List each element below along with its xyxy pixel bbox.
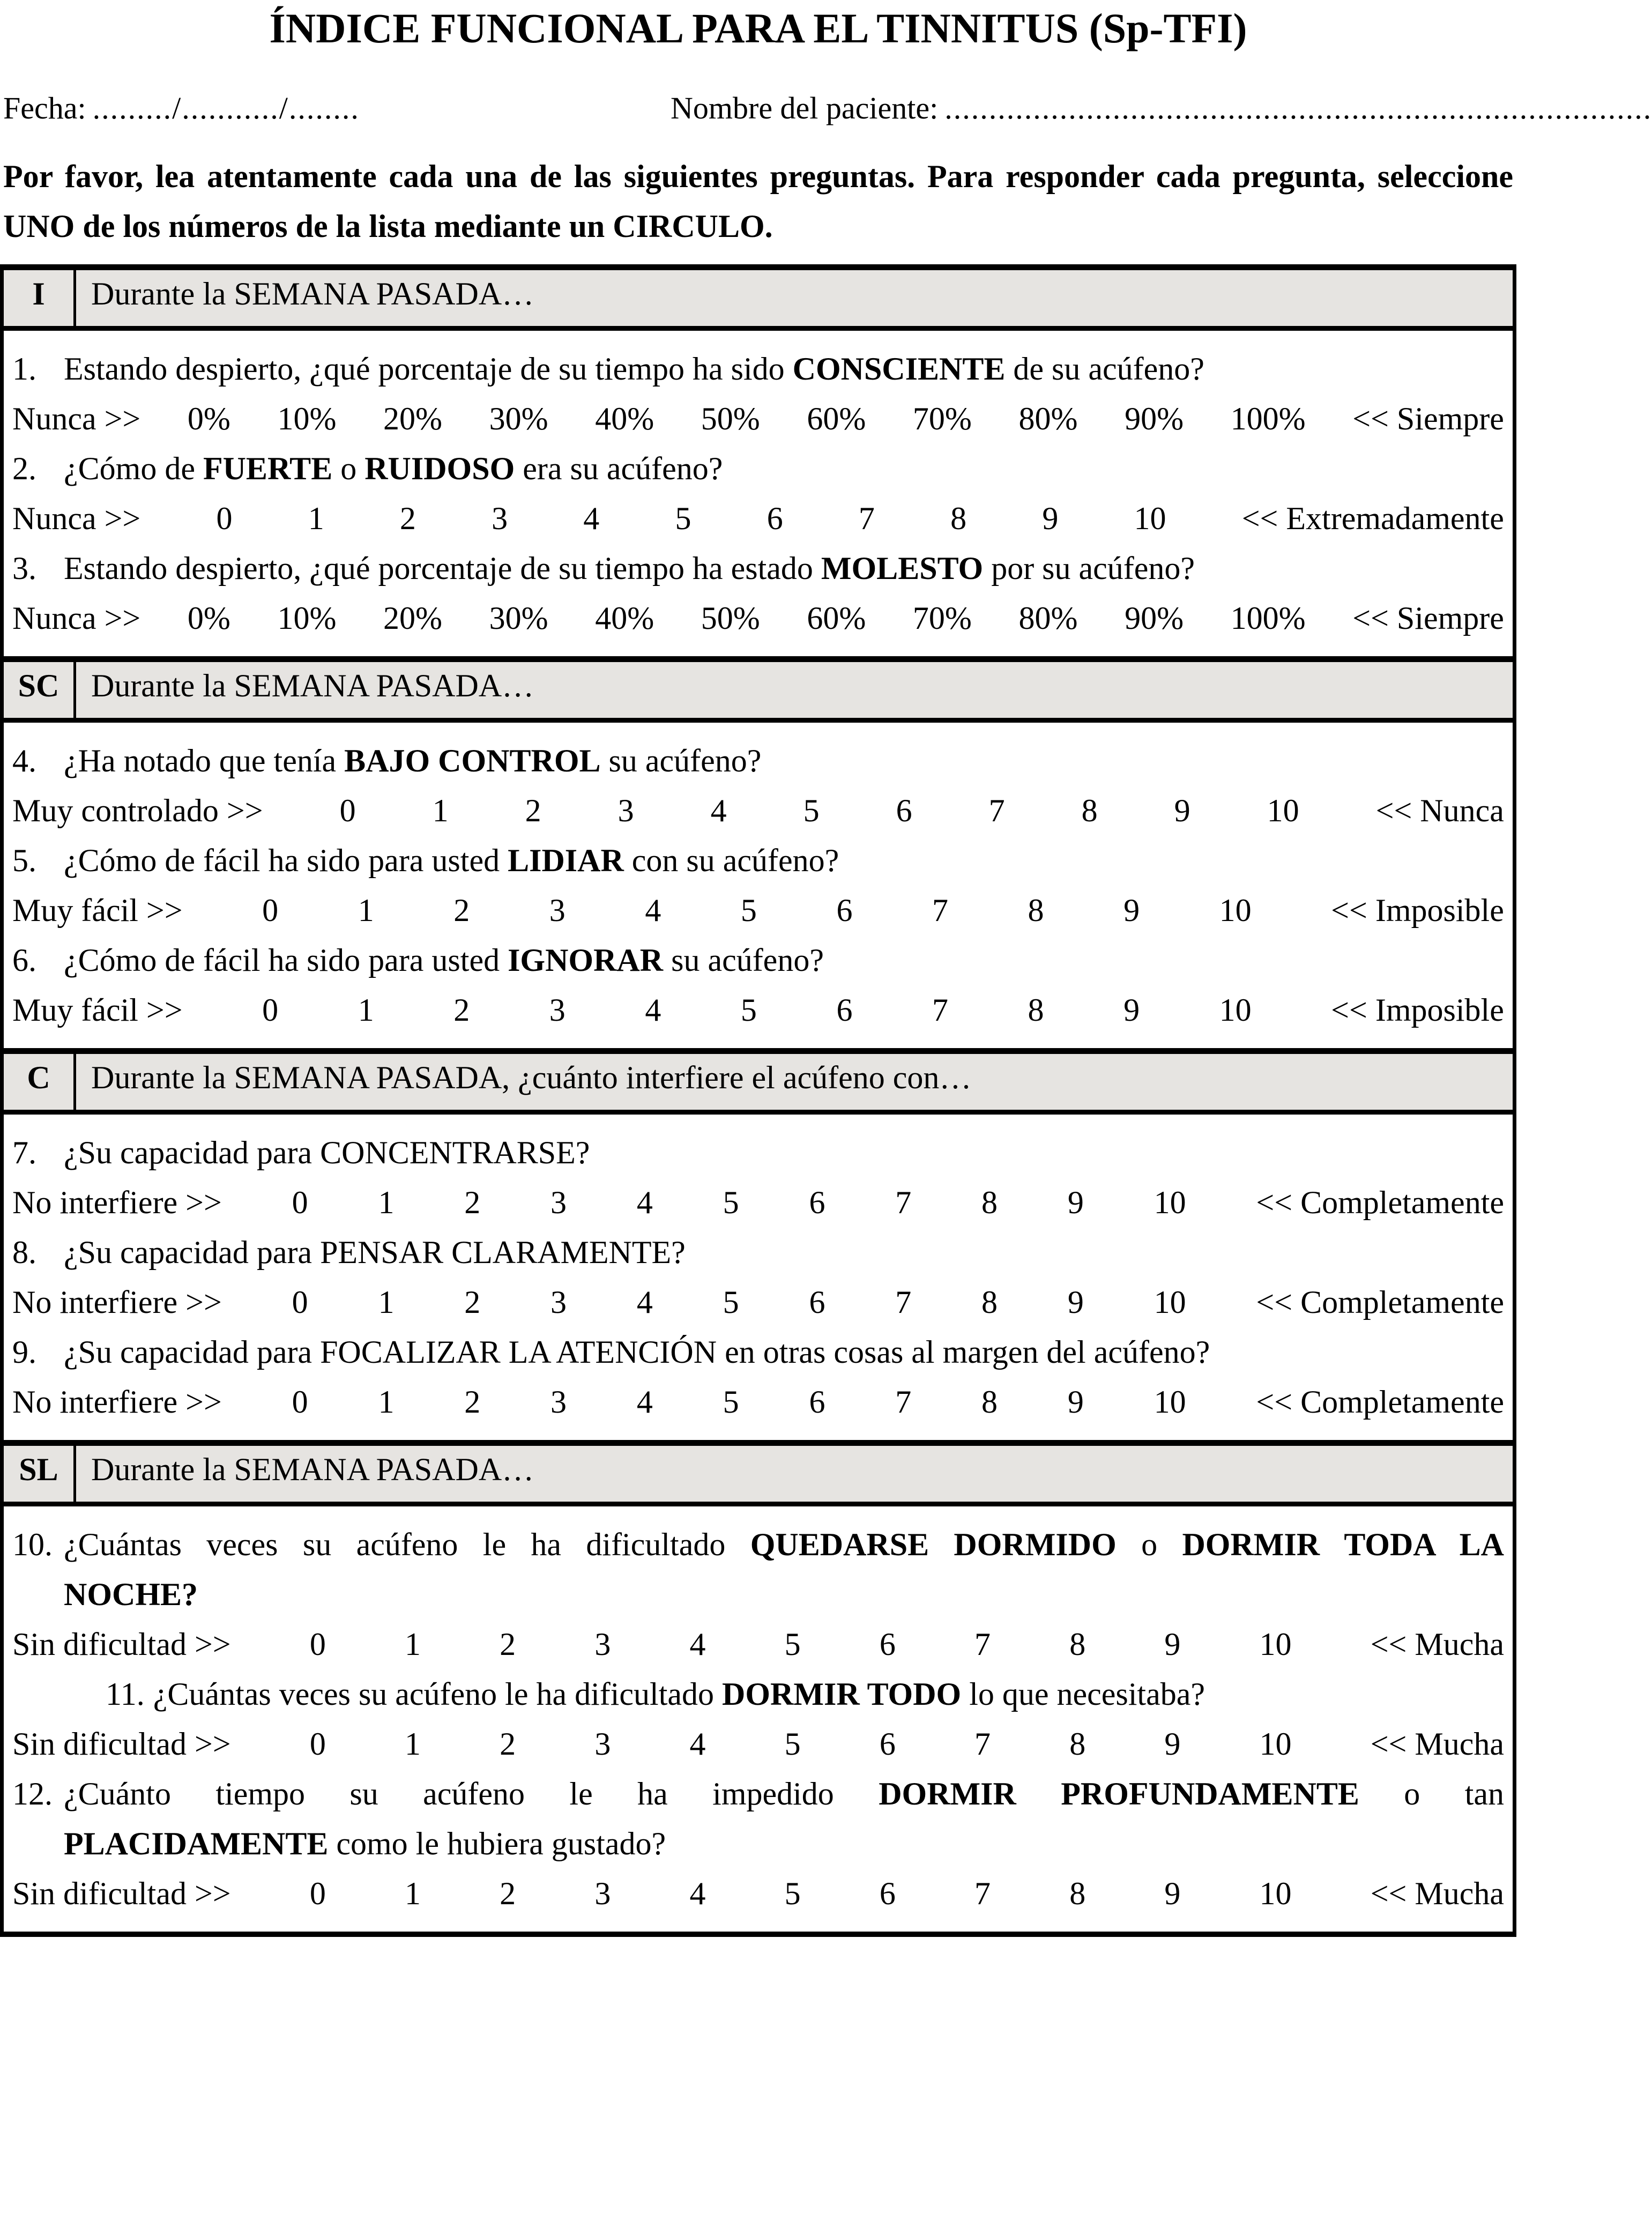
scale-left-label: No interfiere >> [12, 1184, 222, 1220]
scale-option[interactable]: 0 [309, 1626, 326, 1662]
scale-option[interactable]: 9 [1067, 1384, 1084, 1420]
scale-option[interactable]: 5 [723, 1184, 739, 1220]
scale-option[interactable]: 7 [932, 992, 948, 1028]
scale-option[interactable]: 3 [594, 1626, 611, 1662]
scale-option[interactable]: 9 [1164, 1726, 1181, 1762]
scale-option[interactable]: 0 [262, 892, 279, 928]
scale-option[interactable]: 7 [895, 1184, 912, 1220]
answer-scale [12, 500, 1504, 537]
scale-right-label: << Siempre [1352, 600, 1504, 636]
question-text [64, 1776, 1504, 1811]
scale-option[interactable]: 2 [500, 1626, 516, 1662]
scale-option[interactable]: 80% [1018, 400, 1078, 436]
scale-left-label: No interfiere >> [12, 1384, 222, 1420]
scale-option[interactable]: 5 [740, 992, 757, 1028]
scale-option[interactable]: 10 [1219, 892, 1252, 928]
scale-option[interactable]: 8 [981, 1384, 998, 1420]
scale-option[interactable]: 10 [1134, 500, 1166, 536]
scale-option[interactable]: 3 [594, 1726, 611, 1762]
section-code: I [4, 270, 76, 326]
question-number: 11. [106, 1676, 145, 1712]
question-number: 4. [12, 742, 36, 778]
question-text [64, 743, 761, 778]
scale-option[interactable]: 4 [583, 500, 600, 536]
scale-option[interactable]: 9 [1123, 992, 1140, 1028]
section-code: C [4, 1054, 76, 1110]
text-run: BAJO CONTROL [344, 742, 601, 778]
scale-option[interactable]: 3 [550, 1384, 567, 1420]
text-run: su acúfeno? [600, 742, 762, 778]
scale-option[interactable]: 6 [767, 500, 783, 536]
scale-option[interactable]: 6 [836, 892, 853, 928]
scale-option[interactable]: 4 [645, 992, 661, 1028]
date-label: Fecha: [3, 91, 86, 126]
scale-option[interactable]: 5 [803, 792, 820, 828]
question-line [12, 550, 1504, 586]
scale-option[interactable]: 2 [453, 892, 470, 928]
scale-option[interactable]: 8 [950, 500, 967, 536]
text-run: como le hubiera gustado? [328, 1825, 666, 1861]
section-title: Durante la SEMANA PASADA, ¿cuánto interfiere el acúfeno con… [91, 1059, 972, 1095]
scale-option[interactable]: 9 [1042, 500, 1059, 536]
text-run: DORMIR TODO [722, 1676, 962, 1712]
patient-fields-row [3, 90, 1652, 127]
scale-option[interactable]: 10 [1259, 1875, 1292, 1911]
scale-option[interactable]: 80% [1018, 600, 1078, 636]
scale-option[interactable]: 3 [550, 1184, 567, 1220]
scale-option[interactable]: 0 [216, 500, 233, 536]
question-line [12, 450, 1504, 487]
text-run: Estando despierto, ¿qué porcentaje de su tiempo ha estado [64, 550, 821, 586]
scale-option[interactable]: 6 [809, 1184, 825, 1220]
scale-option[interactable]: 50% [701, 600, 760, 636]
scale-right-label: << Nunca [1375, 792, 1504, 828]
date-input-blank[interactable]: ........./.........../........ [92, 91, 360, 126]
scale-option[interactable]: 6 [809, 1284, 825, 1320]
question-line [12, 351, 1504, 387]
text-run: CONSCIENTE [792, 351, 1006, 387]
scale-option[interactable]: 8 [1028, 892, 1044, 928]
scale-right-label: << Imposible [1331, 992, 1504, 1028]
text-run: Estando despierto, ¿qué porcentaje de su tiempo ha sido [64, 351, 793, 387]
text-run: DORMIR TODA LA [1182, 1526, 1505, 1562]
question-text [64, 843, 839, 878]
scale-option[interactable]: 0 [292, 1184, 308, 1220]
scale-option[interactable]: 10 [1267, 792, 1299, 828]
scale-option[interactable]: 2 [525, 792, 541, 828]
question-number: 9. [12, 1334, 36, 1370]
section-header [4, 656, 1513, 723]
question-text [64, 551, 1195, 586]
scale-option[interactable]: 70% [912, 400, 972, 436]
scale-option[interactable]: 7 [974, 1726, 991, 1762]
scale-option[interactable]: 0 [292, 1284, 308, 1320]
question-line [12, 1825, 1504, 1862]
scale-option[interactable]: 7 [974, 1626, 991, 1662]
scale-option[interactable]: 7 [932, 892, 948, 928]
section-header [4, 1048, 1513, 1115]
scale-option[interactable]: 9 [1174, 792, 1190, 828]
scale-option[interactable]: 2 [464, 1284, 481, 1320]
scale-option[interactable]: 1 [358, 892, 374, 928]
text-run: de su acúfeno? [1005, 351, 1204, 387]
scale-option[interactable]: 5 [784, 1875, 801, 1911]
answer-scale [12, 792, 1504, 829]
scale-option[interactable]: 5 [723, 1284, 739, 1320]
scale-option[interactable]: 5 [784, 1726, 801, 1762]
scale-option[interactable]: 6 [896, 792, 912, 828]
question-number: 10. [12, 1526, 53, 1562]
scale-option[interactable]: 4 [645, 892, 661, 928]
scale-left-label: Muy controlado >> [12, 792, 263, 828]
scale-option[interactable]: 4 [636, 1184, 653, 1220]
scale-option[interactable]: 8 [1069, 1626, 1086, 1662]
answer-scale [12, 1384, 1504, 1420]
scale-option[interactable]: 1 [404, 1875, 421, 1911]
text-run: ¿Cuántas veces su acúfeno le ha dificultado [153, 1676, 723, 1712]
scale-option[interactable]: 6 [879, 1875, 896, 1911]
text-run: PLACIDAMENTE [64, 1825, 329, 1861]
scale-right-label: << Completamente [1256, 1284, 1504, 1320]
scale-option[interactable]: 10 [1259, 1626, 1292, 1662]
scale-right-label: << Completamente [1256, 1184, 1504, 1220]
scale-option[interactable]: 0 [309, 1726, 326, 1762]
scale-right-label: << Completamente [1256, 1384, 1504, 1420]
scale-option[interactable]: 3 [492, 500, 508, 536]
section-body [4, 331, 1513, 656]
scale-option[interactable]: 40% [595, 600, 654, 636]
text-run: MOLESTO [821, 550, 984, 586]
section-code: SL [4, 1446, 76, 1502]
scale-option[interactable]: 10 [1219, 992, 1252, 1028]
scale-right-label: << Imposible [1331, 892, 1504, 928]
text-run: ¿Su capacidad para FOCALIZAR LA ATENCIÓN en otras cosas al margen del acúfeno? [64, 1334, 1210, 1370]
section-header [4, 1440, 1513, 1506]
section-body [4, 723, 1513, 1048]
scale-option[interactable]: 8 [1081, 792, 1098, 828]
patient-name-input-blank[interactable]: ................................................................................ [944, 91, 1652, 126]
scale-option[interactable]: 9 [1067, 1184, 1084, 1220]
question-line [12, 1576, 1504, 1613]
scale-option[interactable]: 9 [1123, 892, 1140, 928]
scale-right-label: << Mucha [1370, 1726, 1504, 1762]
text-run: QUEDARSE DORMIDO [750, 1526, 1117, 1562]
text-run: FUERTE [203, 450, 333, 486]
scale-option[interactable]: 9 [1164, 1875, 1181, 1911]
question-line [12, 1334, 1504, 1370]
scale-option[interactable]: 10% [277, 400, 337, 436]
scale-option[interactable]: 9 [1164, 1626, 1181, 1662]
text-run: RUIDOSO [364, 450, 515, 486]
question-number: 2. [12, 450, 36, 486]
date-field [3, 90, 671, 127]
questionnaire-table [0, 264, 1516, 1937]
patient-name-field [671, 90, 1652, 127]
scale-option[interactable]: 100% [1230, 400, 1306, 436]
text-run: era su acúfeno? [515, 450, 723, 486]
section-title: Durante la SEMANA PASADA… [91, 1451, 534, 1487]
scale-option[interactable]: 100% [1230, 600, 1306, 636]
scale-option[interactable]: 0% [187, 400, 230, 436]
scale-option[interactable]: 0 [309, 1875, 326, 1911]
scale-option[interactable]: 0% [187, 600, 230, 636]
scale-option[interactable]: 2 [500, 1875, 516, 1911]
text-run: NOCHE? [64, 1576, 198, 1612]
scale-option[interactable]: 60% [807, 600, 866, 636]
scale-option[interactable]: 30% [489, 400, 548, 436]
scale-option[interactable]: 10 [1259, 1726, 1292, 1762]
scale-option[interactable]: 7 [988, 792, 1005, 828]
scale-left-label: Sin dificultad >> [12, 1626, 231, 1662]
answer-scale [12, 1284, 1504, 1320]
scale-option[interactable]: 6 [809, 1384, 825, 1420]
question-text [64, 1527, 1504, 1562]
scale-option[interactable]: 3 [550, 1284, 567, 1320]
text-run: o [1116, 1526, 1182, 1562]
scale-option[interactable]: 60% [807, 400, 866, 436]
question-text [153, 1676, 1205, 1712]
section-body [4, 1115, 1513, 1440]
question-number: 3. [12, 550, 36, 586]
section-code: SC [4, 662, 76, 718]
scale-option[interactable]: 0 [262, 992, 279, 1028]
answer-scale [12, 992, 1504, 1028]
scale-left-label: Muy fácil >> [12, 992, 183, 1028]
question-line [12, 1676, 1504, 1712]
scale-option[interactable]: 30% [489, 600, 548, 636]
question-number: 1. [12, 351, 36, 387]
text-run: o [332, 450, 365, 486]
question-line [12, 942, 1504, 978]
scale-option[interactable]: 7 [974, 1875, 991, 1911]
instructions-text: Por favor, lea atentamente cada una de las siguientes preguntas. Para responder cada pregunta, seleccione UNO de los números de la lista mediante un CIRCULO. [3, 158, 1513, 244]
scale-option[interactable]: 2 [464, 1184, 481, 1220]
scale-option[interactable]: 90% [1125, 600, 1184, 636]
question-text [64, 1135, 590, 1170]
scale-option[interactable]: 8 [1028, 992, 1044, 1028]
scale-option[interactable]: 5 [723, 1384, 739, 1420]
text-run: ¿Su capacidad para PENSAR CLARAMENTE? [64, 1234, 686, 1270]
scale-left-label: Nunca >> [12, 500, 141, 536]
scale-option[interactable]: 10 [1154, 1184, 1186, 1220]
scale-option[interactable]: 20% [383, 600, 443, 636]
scale-left-label: No interfiere >> [12, 1284, 222, 1320]
page-title: ÍNDICE FUNCIONAL PARA EL TINNITUS (Sp-TFI) [269, 5, 1247, 51]
text-run: IGNORAR [508, 942, 664, 978]
scale-option[interactable]: 10% [277, 600, 337, 636]
page-header [0, 1, 1652, 251]
scale-option[interactable]: 1 [378, 1384, 395, 1420]
scale-option[interactable]: 7 [858, 500, 875, 536]
text-run: su acúfeno? [663, 942, 824, 978]
scale-option[interactable]: 4 [710, 792, 727, 828]
scale-option[interactable]: 1 [432, 792, 449, 828]
question-line [12, 1526, 1504, 1563]
scale-option[interactable]: 2 [453, 992, 470, 1028]
answer-scale [12, 1875, 1504, 1912]
question-number: 12. [12, 1776, 53, 1811]
scale-option[interactable]: 3 [549, 992, 565, 1028]
scale-option[interactable]: 4 [689, 1626, 706, 1662]
scale-left-label: Nunca >> [12, 400, 141, 436]
patient-name-label: Nombre del paciente: [671, 91, 939, 126]
scale-option[interactable]: 3 [617, 792, 634, 828]
question-number: 7. [12, 1134, 36, 1170]
scale-option[interactable]: 8 [1069, 1726, 1086, 1762]
scale-option[interactable]: 2 [464, 1384, 481, 1420]
scale-option[interactable]: 3 [549, 892, 565, 928]
text-run: ¿Cómo de fácil ha sido para usted [64, 842, 508, 878]
scale-option[interactable]: 3 [594, 1875, 611, 1911]
scale-option[interactable]: 0 [292, 1384, 308, 1420]
scale-option[interactable]: 7 [895, 1384, 912, 1420]
text-run: por su acúfeno? [983, 550, 1195, 586]
scale-option[interactable]: 8 [981, 1184, 998, 1220]
scale-option[interactable]: 10 [1154, 1284, 1186, 1320]
scale-option[interactable]: 6 [836, 992, 853, 1028]
scale-option[interactable]: 1 [378, 1284, 395, 1320]
answer-scale [12, 892, 1504, 929]
scale-option[interactable]: 6 [879, 1726, 896, 1762]
text-run: ¿Su capacidad para CONCENTRARSE? [64, 1134, 590, 1170]
question-text [64, 1577, 198, 1612]
question-text [64, 451, 723, 486]
scale-option[interactable]: 6 [879, 1626, 896, 1662]
scale-left-label: Sin dificultad >> [12, 1875, 231, 1911]
text-run: ¿Cuánto tiempo su acúfeno le ha impedido [64, 1776, 879, 1811]
question-text [64, 1826, 666, 1861]
question-line [12, 1234, 1504, 1271]
scale-option[interactable]: 10 [1154, 1384, 1186, 1420]
scale-option[interactable]: 1 [404, 1726, 421, 1762]
scale-option[interactable]: 2 [399, 500, 416, 536]
scale-option[interactable]: 5 [675, 500, 691, 536]
question-number: 5. [12, 842, 36, 878]
scale-option[interactable]: 4 [689, 1726, 706, 1762]
scale-option[interactable]: 90% [1125, 400, 1184, 436]
scale-option[interactable]: 1 [358, 992, 374, 1028]
text-run: o tan [1359, 1776, 1504, 1811]
question-line [12, 842, 1504, 879]
scale-option[interactable]: 8 [981, 1284, 998, 1320]
question-number: 8. [12, 1234, 36, 1270]
scale-option[interactable]: 20% [383, 400, 443, 436]
question-line [12, 1134, 1504, 1171]
section-title: Durante la SEMANA PASADA… [91, 276, 534, 311]
scale-right-label: << Extremadamente [1241, 500, 1504, 536]
question-number: 6. [12, 942, 36, 978]
text-run: con su acúfeno? [623, 842, 839, 878]
text-run: ¿Cómo de [64, 450, 203, 486]
question-text [64, 942, 824, 978]
text-run: ¿Cómo de fácil ha sido para usted [64, 942, 508, 978]
scale-option[interactable]: 8 [1069, 1875, 1086, 1911]
scale-option[interactable]: 70% [912, 600, 972, 636]
scale-right-label: << Siempre [1352, 400, 1504, 436]
scale-option[interactable]: 50% [701, 400, 760, 436]
question-text [64, 1334, 1210, 1370]
question-text [64, 1235, 686, 1270]
answer-scale [12, 1626, 1504, 1662]
text-run: DORMIR PROFUNDAMENTE [879, 1776, 1359, 1811]
text-run: LIDIAR [508, 842, 624, 878]
tfi-questionnaire-page [0, 1, 1652, 2235]
scale-right-label: << Mucha [1370, 1626, 1504, 1662]
scale-option[interactable]: 1 [378, 1184, 395, 1220]
section-header [4, 264, 1513, 331]
scale-option[interactable]: 4 [636, 1284, 653, 1320]
scale-option[interactable]: 7 [895, 1284, 912, 1320]
scale-option[interactable]: 4 [689, 1875, 706, 1911]
answer-scale [12, 400, 1504, 437]
scale-option[interactable]: 4 [636, 1384, 653, 1420]
question-text [64, 351, 1204, 387]
scale-option[interactable]: 9 [1067, 1284, 1084, 1320]
scale-left-label: Muy fácil >> [12, 892, 183, 928]
question-line [12, 742, 1504, 779]
scale-option[interactable]: 1 [308, 500, 324, 536]
scale-option[interactable]: 40% [595, 400, 654, 436]
section-body [4, 1506, 1513, 1932]
text-run: lo que necesitaba? [961, 1676, 1205, 1712]
text-run: ¿Cuántas veces su acúfeno le ha dificultado [64, 1526, 750, 1562]
scale-left-label: Nunca >> [12, 600, 141, 636]
question-line [12, 1776, 1504, 1812]
scale-left-label: Sin dificultad >> [12, 1726, 231, 1762]
scale-option[interactable]: 5 [740, 892, 757, 928]
scale-option[interactable]: 5 [784, 1626, 801, 1662]
scale-option[interactable]: 0 [339, 792, 356, 828]
section-title: Durante la SEMANA PASADA… [91, 667, 534, 703]
text-run: ¿Ha notado que tenía [64, 742, 345, 778]
scale-right-label: << Mucha [1370, 1875, 1504, 1911]
answer-scale [12, 600, 1504, 636]
answer-scale [12, 1726, 1504, 1762]
scale-option[interactable]: 2 [500, 1726, 516, 1762]
scale-option[interactable]: 1 [404, 1626, 421, 1662]
answer-scale [12, 1184, 1504, 1221]
